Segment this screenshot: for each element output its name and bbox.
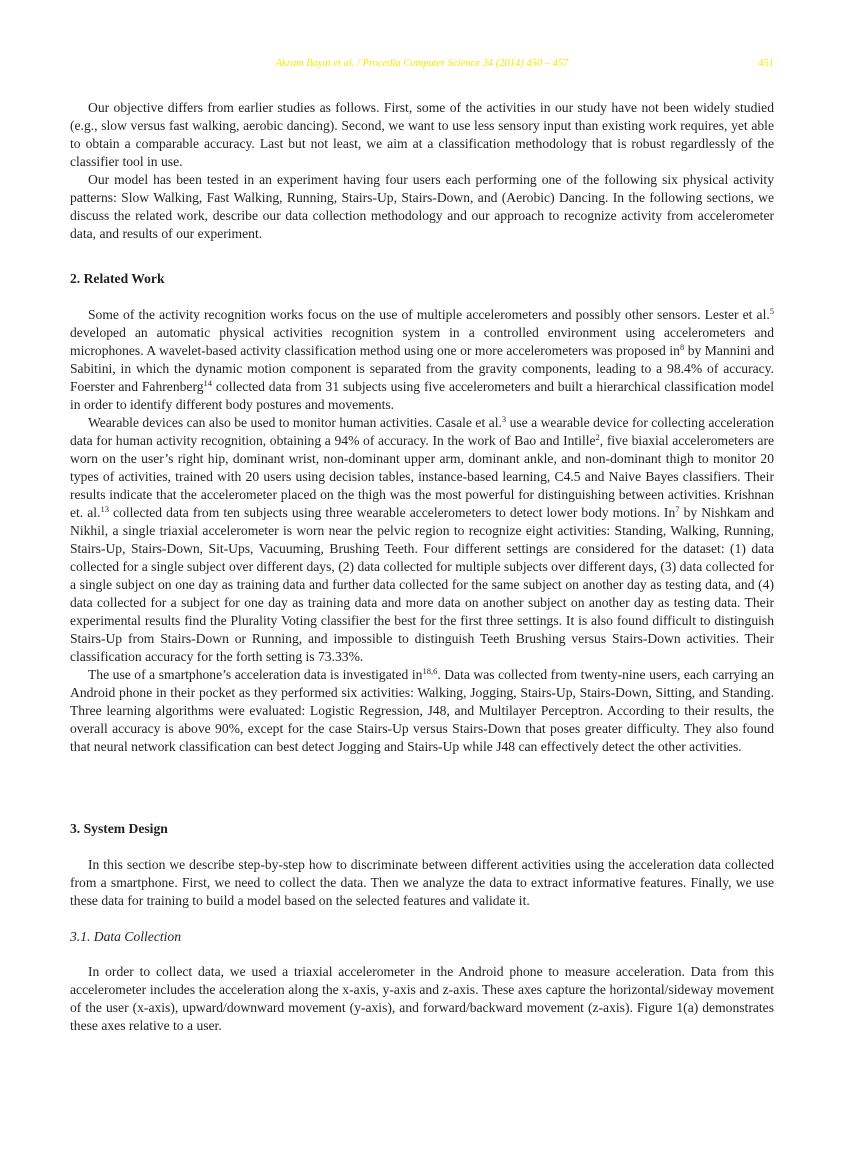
page-number: 451 xyxy=(758,58,774,69)
related-work-paragraph-3: The use of a smartphone’s acceleration data is investigated in$^{18,6}$. Data was collected from twenty-nine users, each carrying an Android phone in their pocket as they performed six activities: Walking, Jogging, Stairs-Up, Stairs-Down, Sitting, and Standing. Three learning algorithms were evaluated: Logistic Regression, J48, and Multilayer Perceptron. According to their results, the overall accuracy is above 90%, except for the case Stairs-Up versus Stairs-Down that poses greater difficulty. They also found that neural network classification can best detect Jogging and Stairs-Up while J48 can effectively detect the other activities. xyxy=(70,666,774,754)
related-work-paragraph-2: Wearable devices can also be used to monitor human activities. Casale et al.$^3$ use a wearable device for collecting acceleration data for human activity recognition, obtaining a 94% of accuracy. In the work of Bao and Intille$^2$, five biaxial accelerometers are worn on the user’s right hip, dominant wrist, non-dominant upper arm, dominant ankle, and non-dominant thigh to monitor 20 types of activities, trained with 20 users using decision tables, instance-based learning, C4.5 and Naive Bayes classifiers. Their results indicate that the accelerometer placed on the thigh was the most powerful for distinguishing between activities. Krishnan et. al.$^{13}$ collected data from ten subjects using three wearable accelerometers to detect lower body motions. In$^7$ by Nishkam and Nikhil, a single triaxial accelerometer is worn near the pelvic region to recognize eight activities: Standing, Walking, Running, Stairs-Up, Stairs-Down, Sit-Ups, Vacuuming, Brushing Teeth. Four different settings are considered for the dataset: (1) data collected for a single subject over different days, (2) data collected for multiple subjects over different days, (3) data collected for a single subject on one day as training data and further data collected for the same subject on another day as testing data, and (4) data collected for a subject for one day as training data and more data on another subject on another day as testing data. Their experimental results find the Plurality Voting classifier the best for the first three settings. It is also found difficult to distinguish Stairs-Up from Stairs-Down or Running, and impossible to distinguish Teeth Brushing versus Stairs-Down activities. Their classification accuracy for the forth setting is 73.33%. xyxy=(70,414,775,664)
intro-paragraph-2: Our model has been tested in an experiment having four users each performing one of the following six physical activity patterns: Slow Walking, Fast Walking, Running, Stairs-Up, Stairs-Down, and (Aerobic) Dancing. In the following sections, we discuss the related work, describe our data collection methodology and our approach to recognize activity from accelerometer data, and results of our experiment. xyxy=(70,172,774,241)
section-3-text xyxy=(70,856,774,910)
citation: 18,6 xyxy=(422,666,438,676)
citation: 7 xyxy=(675,504,680,514)
citation: 3 xyxy=(501,414,507,424)
section-3-heading: 3. System Design xyxy=(70,821,168,836)
running-title: Akram Bayat et al. / Procedia Computer Science 34 (2014) 450 – 457 xyxy=(275,58,569,69)
intro-text xyxy=(70,99,774,243)
citation: 5 xyxy=(769,306,774,316)
data-collection-paragraph: In order to collect data, we used a triaxial accelerometer in the Android phone to measure acceleration. Data from this accelerometer includes the acceleration along the x-axis, y-axis and z-axis. These axes capture the horizontal/sideway movement of the user (x-axis), upward/downward movement (y-axis), and forward/backward movement (z-axis). Figure 1(a) demonstrates these axes relative to a user. xyxy=(70,964,774,1033)
system-design-paragraph: In this section we describe step-by-step how to discriminate between different activities using the acceleration data collected from a smartphone. First, we need to collect the data. Then we analyze the data to extract informative features. Finally, we use these data for training to build a model based on the selected features and validate it. xyxy=(70,857,774,908)
subsection-3-1-heading: 3.1. Data Collection xyxy=(70,929,182,944)
section-2-heading: 2. Related Work xyxy=(70,271,165,286)
intro-paragraph-1: Our objective differs from earlier studies as follows. First, some of the activities in our study have not been widely studied (e.g., slow versus fast walking, aerobic dancing). Second, we want to use less sensory input than existing work requires, yet able to obtain a comparable accuracy. Last but not least, we aim at a classification methodology that is robust regardlessly of the classifier tool in use. xyxy=(70,100,774,169)
related-work-paragraph-1: Some of the activity recognition works focus on the use of multiple accelerometers and possibly other sensors. Lester et al.$^5$ developed an automatic physical activities recognition system in a controlled environment using accelerometers and microphones. A wavelet-based activity classification method using one or more accelerometers was proposed $in^8$ by Mannini and Sabitini, in which the dynamic motion component is separated from the gravity components, leading to a 98.4% of accuracy. Foerster and Fahrenberg$^{14}$ collected data from 31 subjects using five accelerometers and built a hierarchical classification model in order to identify different body postures and movements. xyxy=(70,306,774,412)
data-collection-text xyxy=(70,963,774,1035)
citation: 2 xyxy=(595,432,600,442)
citation: 8 xyxy=(679,342,685,352)
section-2-text xyxy=(70,306,774,756)
running-header xyxy=(70,58,774,72)
citation: 14 xyxy=(203,378,213,388)
citation: 13 xyxy=(100,504,109,514)
